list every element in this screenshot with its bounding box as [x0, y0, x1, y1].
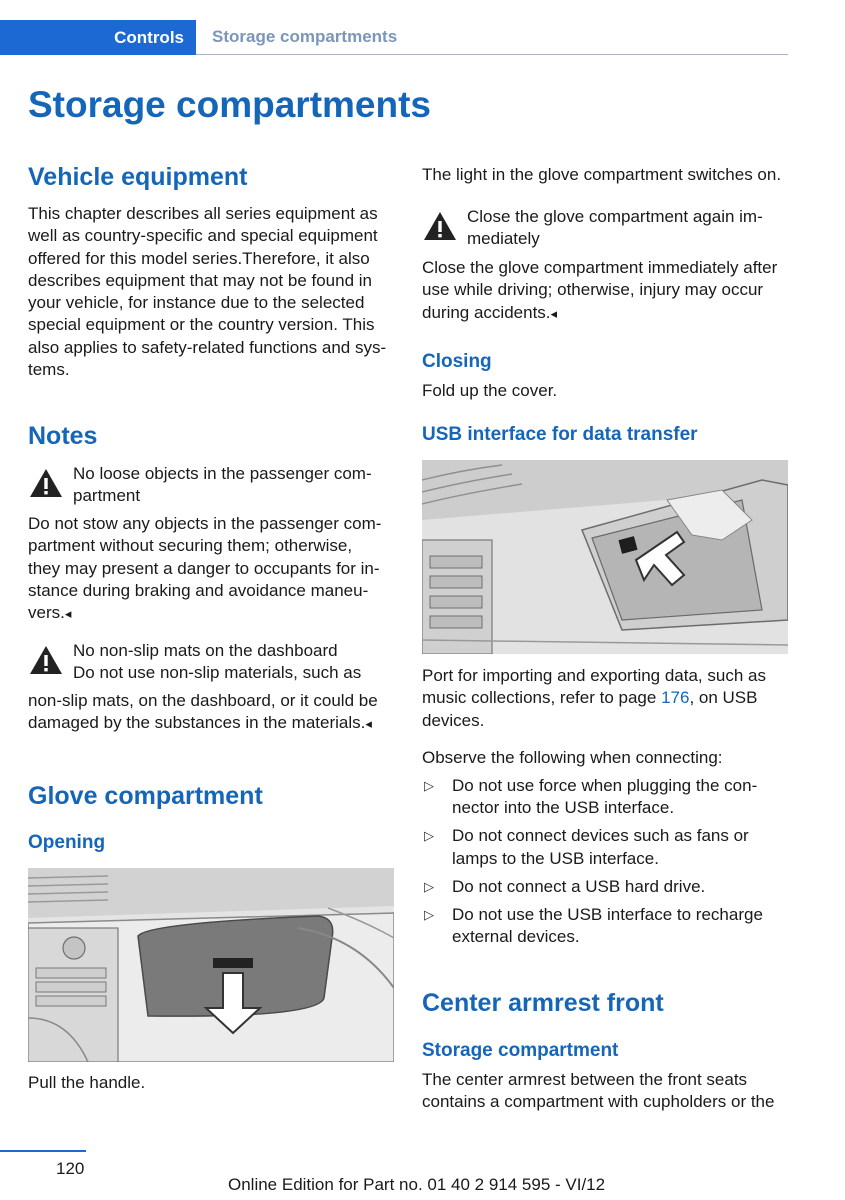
- warning-body-close-glove: Close the glove compartment immediately after use while driving; otherwise, injury may occur during accidents.◂: [422, 258, 778, 322]
- list-item: ▷ Do not connect a USB hard drive.: [422, 876, 788, 898]
- warning-body-nonslip-mats: non-slip mats, on the dashboard, or it could be damaged by the substances in the materials.◂: [28, 691, 378, 733]
- page-reference-link[interactable]: 176: [661, 688, 690, 708]
- edition-footer: Online Edition for Part no. 01 40 2 914 595 - VI/12: [228, 1175, 606, 1194]
- warning-triangle-icon: [28, 467, 64, 499]
- armrest-text: The center armrest between the front seats contains a compartment with cupholders or the: [422, 1070, 775, 1112]
- warning-body-loose-objects: Do not stow any objects in the passenger com- partment without securing them; otherwise, they may present a danger to occupants for in- stance during braking and avoidance maneu- vers.◂: [28, 514, 382, 623]
- light-switches-on-text: The light in the glove compartment switches on.: [422, 165, 782, 184]
- usb-description: Port for importing and exporting data, such as music collections, refer to page 176, on USB devices.: [422, 666, 766, 730]
- vehicle-equipment-text: This chapter describes all series equipment as well as country-specific and special equipment offered for this model series.Therefore, it also describes equipment that may not be found in your vehicle, for instance due to the selected special equipment or the country version. This also applies to safety-related functions and sys- tems.: [28, 204, 387, 380]
- notes-heading: Notes: [28, 422, 98, 450]
- list-item: ▷ Do not use the USB interface to recharge external devices.: [424, 904, 763, 946]
- footer-divider: [0, 1150, 86, 1152]
- end-mark: ◂: [550, 305, 558, 321]
- warning-title-close-glove: Close the glove compartment again im- mediately: [467, 207, 763, 249]
- usb-interface-illustration: [422, 460, 788, 654]
- warning-triangle-icon: [28, 644, 64, 676]
- page-number: 120: [56, 1159, 85, 1178]
- center-armrest-heading: Center armrest front: [422, 989, 664, 1017]
- storage-compartment-heading: Storage compartment: [422, 1040, 619, 1061]
- breadcrumb[interactable]: Storage compartments: [212, 27, 398, 46]
- closing-text: Fold up the cover.: [422, 381, 558, 400]
- glove-figure-caption: Pull the handle.: [28, 1073, 146, 1092]
- warning-triangle-icon: [422, 210, 458, 242]
- end-mark: ◂: [64, 606, 72, 622]
- glove-compartment-heading: Glove compartment: [28, 782, 263, 810]
- section-tab[interactable]: Controls: [0, 20, 196, 55]
- glove-compartment-illustration: [28, 868, 394, 1062]
- header-divider: [196, 54, 788, 55]
- bullet-triangle-icon: ▷: [424, 878, 434, 894]
- usb-bullet-list: [422, 775, 788, 954]
- page-title: Storage compartments: [28, 84, 431, 125]
- warning-title-loose-objects: No loose objects in the passenger com- partment: [73, 464, 372, 506]
- usb-heading: USB interface for data transfer: [422, 424, 698, 445]
- vehicle-equipment-heading: Vehicle equipment: [28, 163, 248, 191]
- usb-observe-text: Observe the following when connecting:: [422, 748, 723, 767]
- list-item: ▷ Do not use force when plugging the con- nector into the USB interface.: [424, 776, 758, 818]
- closing-heading: Closing: [422, 351, 492, 372]
- bullet-triangle-icon: ▷: [424, 906, 434, 922]
- list-item: ▷ Do not connect devices such as fans or lamps to the USB interface.: [424, 826, 749, 868]
- opening-heading: Opening: [28, 832, 106, 853]
- bullet-triangle-icon: ▷: [424, 778, 434, 793]
- warning-title-nonslip-mats: No non-slip mats on the dashboard Do not use non-slip materials, such as: [73, 641, 362, 683]
- bullet-triangle-icon: ▷: [424, 828, 434, 844]
- end-mark: ◂: [365, 716, 372, 732]
